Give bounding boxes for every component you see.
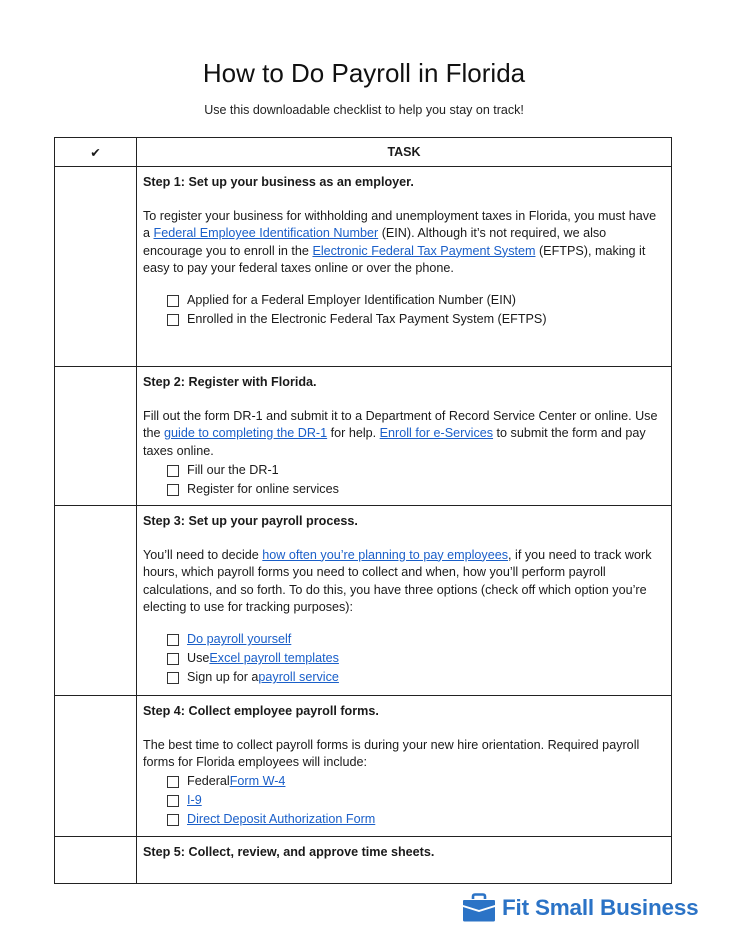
checklist-item[interactable] — [167, 792, 663, 811]
eftps-link[interactable]: Electronic Federal Tax Payment System — [312, 243, 536, 258]
step-description: The best time to collect payroll forms is during your new hire orientation. Required payroll forms for Florida employees will include: — [143, 737, 640, 769]
checklist — [143, 292, 663, 330]
checklist-item[interactable] — [167, 811, 663, 830]
checklist-item[interactable]: Use Excel payroll templates — [167, 650, 663, 669]
table-header-row — [55, 138, 672, 167]
checkbox[interactable] — [167, 653, 179, 665]
checklist-item[interactable] — [167, 311, 663, 330]
briefcase-icon — [462, 893, 496, 923]
step-title: Step 3: Set up your payroll process. — [143, 514, 358, 528]
task-cell — [137, 836, 672, 884]
table-row — [55, 367, 672, 506]
payroll-service-link[interactable]: payroll service — [258, 670, 339, 685]
table-row — [55, 836, 672, 884]
check-cell — [55, 836, 137, 884]
i9-link[interactable]: I-9 — [187, 793, 202, 808]
task-header: TASK — [137, 138, 672, 167]
step-description: You’ll need to decide how often you’re planning to pay employees, if you need to track work hours, which payroll forms you need to collect and when, how you’ll perform payroll calculations, and so forth. To do this, you have three options (check off which option you’re electing to use for tracking purposes): — [143, 547, 652, 614]
excel-templates-link[interactable]: Excel payroll templates — [209, 651, 339, 666]
step-title: Step 1: Set up your business as an employer. — [143, 175, 414, 189]
checklist — [143, 461, 663, 499]
brand-logo — [462, 893, 698, 923]
e-services-link[interactable]: Enroll for e-Services — [379, 426, 494, 440]
checklist-item[interactable] — [167, 292, 663, 311]
ein-link[interactable]: Federal Employee Identification Number — [153, 226, 379, 240]
check-cell — [55, 367, 137, 506]
checklist-item[interactable]: Sign up for a payroll service — [167, 669, 663, 688]
table-row — [55, 506, 672, 696]
checklist-item[interactable] — [167, 480, 663, 499]
dr1-guide-link[interactable]: guide to completing the DR-1 — [164, 426, 328, 440]
page-subtitle: Use this downloadable checklist to help you stay on track! — [204, 103, 524, 117]
checklist-item[interactable]: Federal Form W-4 — [167, 773, 663, 792]
checkmark-header: ✔ — [55, 138, 137, 167]
checkbox[interactable] — [167, 484, 179, 496]
checkbox[interactable] — [167, 672, 179, 684]
check-cell — [55, 696, 137, 837]
checkbox[interactable] — [167, 295, 179, 307]
checklist-item-label: Applied for a Federal Employer Identification Number (EIN) — [187, 293, 516, 308]
brand-name: Fit Small Business — [502, 895, 699, 920]
checklist-item[interactable] — [167, 461, 663, 480]
pay-frequency-link[interactable]: how often you’re planning to pay employees — [262, 547, 509, 562]
checkbox[interactable] — [167, 634, 179, 646]
do-payroll-yourself-link[interactable]: Do payroll yourself — [187, 632, 292, 647]
table-row — [55, 167, 672, 367]
checklist — [143, 773, 663, 830]
task-cell — [137, 167, 672, 367]
checklist-table — [54, 137, 672, 884]
checklist — [143, 631, 663, 688]
page-title: How to Do Payroll in Florida — [202, 58, 526, 88]
direct-deposit-form-link[interactable]: Direct Deposit Authorization Form — [187, 812, 376, 827]
checklist-item[interactable] — [167, 631, 663, 650]
checklist-item-label: Enrolled in the Electronic Federal Tax Payment System (EFTPS) — [187, 312, 547, 327]
checkbox[interactable] — [167, 814, 179, 826]
checklist-item-label: Register for online services — [187, 481, 339, 496]
checkbox[interactable] — [167, 314, 179, 326]
checkbox[interactable] — [167, 776, 179, 788]
task-cell — [137, 367, 672, 506]
checklist-item-label: Fill our the DR-1 — [187, 462, 279, 477]
checkbox[interactable] — [167, 795, 179, 807]
form-w4-link[interactable]: Form W-4 — [229, 774, 286, 789]
check-cell — [55, 167, 137, 367]
step-title: Step 4: Collect employee payroll forms. — [143, 704, 379, 718]
task-cell — [137, 696, 672, 837]
check-cell — [55, 506, 137, 696]
step-description: Fill out the form DR-1 and submit it to a Department of Record Service Center or online. Use the guide to completing the DR-1 for help. Enroll for e-Services to submit the form and pay taxes online. — [143, 408, 658, 458]
task-cell — [137, 506, 672, 696]
table-row — [55, 696, 672, 837]
step-title: Step 5: Collect, review, and approve time sheets. — [143, 844, 435, 859]
step-title: Step 2: Register with Florida. — [143, 375, 317, 389]
step-description: To register your business for withholding and unemployment taxes in Florida, you must have a Federal Employee Identification Number (EIN). Although it’s not required, we also encourage you to enroll in the Electronic Federal Tax Payment System (EFTPS), making it easy to pay your federal taxes online or over the phone. — [143, 208, 657, 275]
checkbox[interactable] — [167, 465, 179, 477]
